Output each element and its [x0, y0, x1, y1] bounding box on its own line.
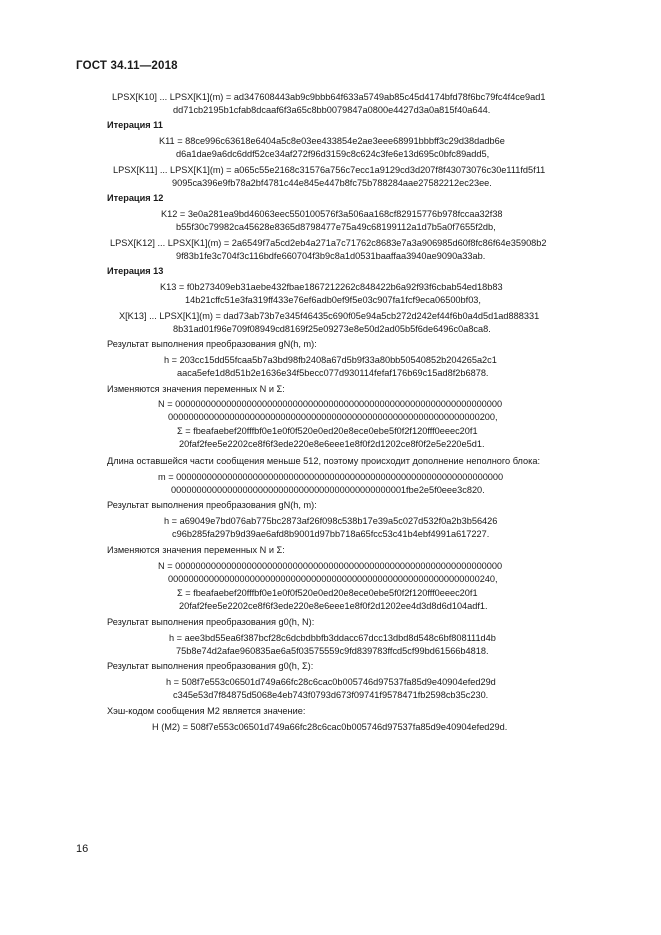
text-line: K12 = 3e0a281ea9bd46063eec550100576f3a506aa168cf82915776b978fccaa32f38	[161, 209, 503, 219]
text-line: Результат выполнения преобразования g0(h, N):	[107, 617, 315, 627]
text-line: c96b285fa297b9d39ae6afd8b9001d97bb718a65fcc53c41b4ebf4991a617227.	[172, 529, 490, 539]
text-line: LPSX[K11] ... LPSX[K1](m) = a065c55e2168c31576a756c7ecc1a9129cd3d207f8f43073076c30e111fd5f11	[113, 165, 546, 175]
page-number: 16	[76, 843, 89, 855]
text-line: 0000000000000000000000000000000000000000000000000000000000000200,	[168, 412, 498, 422]
text-line: K11 = 88ce996c63618e6404a5c8e03ee433854e2ae3eee68991bbbff3c29d38dadb6e	[159, 136, 505, 146]
text-line: 20faf2fee5e2202ce8f6f3ede220e8e6eee1e8f0f2d1202ee4d3d8d6d104adf1.	[179, 601, 488, 611]
iteration-heading: Итерация 12	[107, 193, 164, 203]
text-line: h = 508f7e553c06501d749a66fc28c6cac0b005746d97537fa85d9e40904efed29d	[166, 677, 496, 687]
text-line: Результат выполнения преобразования gN(h, m):	[107, 500, 317, 510]
iteration-heading: Итерация 13	[107, 266, 164, 276]
text-line: X[K13] ... LPSX[K1](m) = dad73ab73b7e345f46435c690f05e94a5cb272d242ef44f6b0a4d5d1ad888331	[119, 311, 540, 321]
text-line: Хэш-кодом сообщения M2 является значение:	[107, 706, 306, 716]
text-line: Длина оставшейся части сообщения меньше 512, поэтому происходит дополнение неполного блока:	[107, 456, 541, 466]
text-line: aaca5efe1d8d51b2e1636e34f5becc077d930114fefaf176b69c15ad8f2b6878.	[177, 368, 489, 378]
text-line: N = 0000000000000000000000000000000000000000000000000000000000000000	[158, 399, 503, 409]
text-line: Σ = fbeafaebef20fffbf0e1e0f0f520e0ed20e8ece0ebe5f0f2f120fff0eeec20f1	[177, 426, 478, 436]
text-line: LPSX[K10] ... LPSX[K1](m) = ad347608443ab9c9bbb64f633a5749ab85c45d4174bfd78f6bc79fc4f4ce9ad1	[112, 92, 546, 102]
text-line: Результат выполнения преобразования gN(h, m):	[107, 339, 317, 349]
text-line: N = 0000000000000000000000000000000000000000000000000000000000000000	[158, 561, 503, 571]
text-line: 14b21cffc51e3fa319ff433e76ef6adb0ef9f5e03c907fa1fcf9eca06500bf03,	[185, 295, 481, 305]
text-line: 0000000000000000000000000000000000000000000001fbe2e5f0eee3c820.	[171, 485, 485, 495]
text-line: b55f30c79982ca45628e8365d8798477e75a49c68199112a1d7b5a0f7655f2db,	[176, 222, 496, 232]
document-header: ГОСТ 34.11—2018	[76, 60, 178, 72]
iteration-heading: Итерация 11	[107, 120, 163, 130]
text-line: Изменяются значения переменных N и Σ:	[107, 384, 285, 394]
text-line: 9095ca396e9fb78a2bf4781c44e845e447b8fc75b788284aae27582212ec23ee.	[172, 178, 492, 188]
text-line: h = 203cc15dd55fcaa5b7a3bd98fb2408a67d5b9f33a80bb50540852b204265a2c1	[164, 355, 497, 365]
text-line: dd71cb2195b1cfab8dcaaf6f3a65c8bb0079847a0800e4427d3a0a815f40a644.	[173, 105, 491, 115]
hash-result: H (M2) = 508f7e553c06501d749a66fc28c6cac0b005746d97537fa85d9e40904efed29d.	[152, 722, 508, 732]
text-line: LPSX[K12] ... LPSX[K1](m) = 2a6549f7a5cd2eb4a271a7c71762c8683e7a3a906985d60f8fc86f64e35908b2	[110, 238, 547, 248]
text-line: Результат выполнения преобразования g0(h, Σ):	[107, 661, 314, 671]
text-line: 75b8e74d2afae960835ae6a5f03575559c9fd839783ffcd5cf99bd61566b4818.	[176, 646, 489, 656]
text-line: d6a1dae9a6dc6ddf52ce34af272f96d3159c8c624c3fe6e13d695c0bfc89add5,	[176, 149, 490, 159]
text-line: 0000000000000000000000000000000000000000000000000000000000000240,	[168, 574, 498, 584]
text-line: K13 = f0b273409eb31aebe432fbae1867212262c848422b6a92f93f6cbab54ed18b83	[160, 282, 503, 292]
text-line: Изменяются значения переменных N и Σ:	[107, 545, 285, 555]
text-line: 9f83b1fe3c704f3c116bdfe660704f3b9c8a1d0531baaffaa3940ae9090a33ab.	[176, 251, 486, 261]
text-line: h = a69049e7bd076ab775bc2873af26f098c538b17e39a5c027d532f0a2b3b56426	[164, 516, 498, 526]
text-line: m = 0000000000000000000000000000000000000000000000000000000000000000	[158, 472, 504, 482]
text-line: 20faf2fee5e2202ce8f6f3ede220e8e6eee1e8f0f2d1202ce8f0f2e5e220e5d1.	[179, 439, 485, 449]
text-line: c345e53d7f84875d5068e4eb743f0793d673f09741f9578471fb2598cb35c230.	[173, 690, 489, 700]
text-line: 8b31ad01f96e709f08949cd8169f25e09273e8e50d2ad05b5f6de6496c0a8ca8.	[173, 324, 491, 334]
text-line: h = aee3bd55ea6f387bcf28c6dcbdbbfb3ddacc67dcc13dbd8d548c6bf808111d4b	[169, 633, 496, 643]
text-line: Σ = fbeafaebef20fffbf0e1e0f0f520e0ed20e8ece0ebe5f0f2f120fff0eeec20f1	[177, 588, 478, 598]
